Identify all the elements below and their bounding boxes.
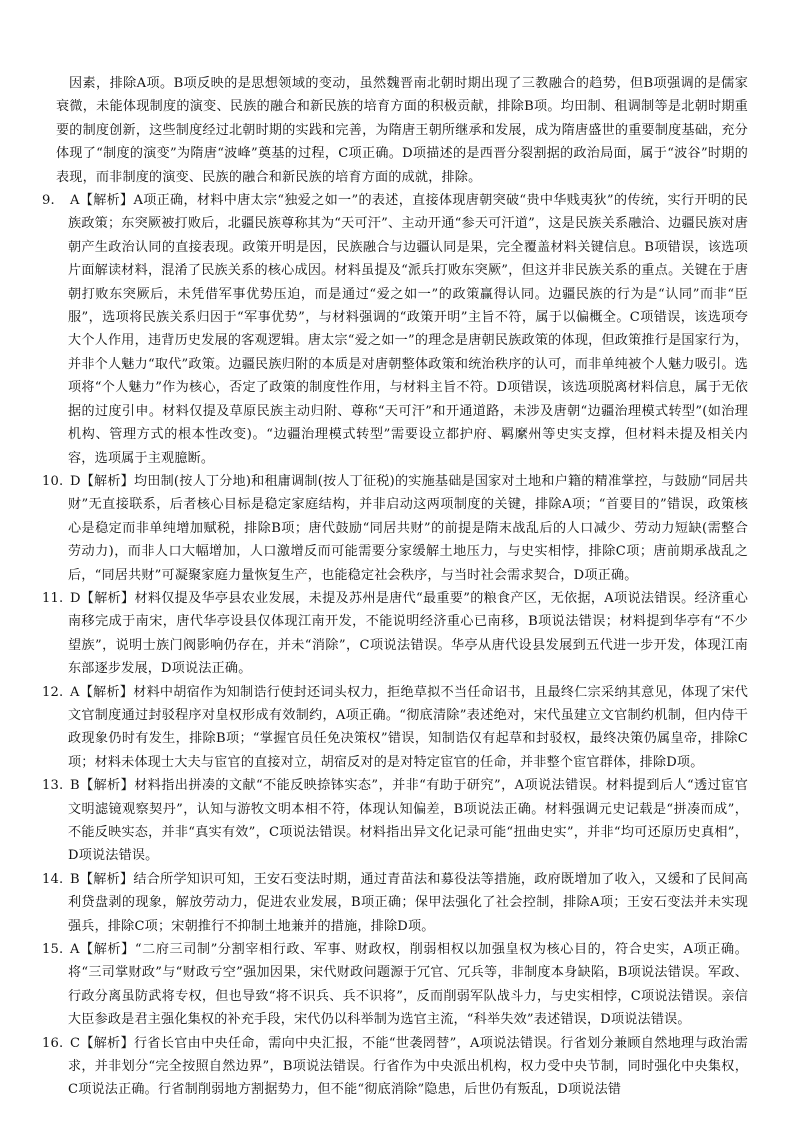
explanation-list xyxy=(42,189,749,1102)
question-number: 16. xyxy=(42,1035,64,1051)
answer-key: B【解析】 xyxy=(70,778,135,794)
explanation-text: “二府三司制”分割宰相行政、军事、财政权，削弱相权以加强皇权为核心目的，符合史实，A项正确。将“三司掌财政”与“财政亏空”强加因果，宋代财政问题源于冗官、冗兵等，非制度本身缺陷，B项说法错误。军政、行政分离虽防武将专权，但也导致“将不识兵、兵不识将”，反而削弱军队战斗力，与史实相悖，C项说法错误。亲信大臣参政是君主强化集权的补充手段，宋代仍以科举制为选官主流，“科举失效”表述错误，D项说法错误。 xyxy=(68,942,748,1028)
explanation-item xyxy=(42,938,748,1032)
explanation-item xyxy=(42,1032,748,1102)
explanation-item xyxy=(42,774,748,868)
answer-key: A【解析】 xyxy=(70,684,134,700)
lead-paragraph: 因素，排除A项。B项反映的是思想领域的变动，虽然魏晋南北朝时期出现了三教融合的趋势，但B项强调的是儒家衰微，未能体现制度的演变、民族的融合和新民族的培育方面的积极贡献，排除B项。均田制、租调制等是北朝时期重要的制度创新，这些制度经过北朝时期的实践和完善，为隋唐王朝所继承和发展，成为隋唐盛世的重要制度基础，充分体现了“制度的演变”为隋唐“波峰”奠基的过程，C项正确。D项描述的是西晋分裂割据的政治局面，属于“波谷”时期的表现，而非制度的演变、民族的融合和新民族的培育方面的成就，排除。 xyxy=(56,76,748,185)
answer-key: D【解析】 xyxy=(70,473,134,489)
explanation-text: 均田制(按人丁分地)和租庸调制(按人丁征税)的实施基础是国家对土地和户籍的精准掌控，与鼓励“同居共财”无直接联系，后者核心目标是稳定家庭结构，并非启动这两项制度的关键，排除A项；“首要目的”错误，政策核心是稳定而非单纯增加赋税，排除B项；唐代鼓励“同居共财”的前提是隋末战乱后的人口减少、劳动力短缺(需整合劳动力)，而非人口大幅增加，人口激增反而可能需要分家缓解土地压力，与史实相悖，排除C项；唐前期承战乱之后，“同居共财”可凝聚家庭力量恢复生产，也能稳定社会秩序，与当时社会需求契合，D项正确。 xyxy=(68,473,748,583)
explanation-item xyxy=(42,681,748,775)
explanation-text: 行省长官由中央任命，需向中央汇报，不能“世袭罔替”，A项说法错误。行省划分兼顾自然地理与政治需求，并非划分“完全按照自然边界”，B项说法错误。行省作为中央派出机构，权力受中央节制，同时强化中央集权，C项说法正确。行省制削弱地方割据势力，但不能“彻底消除”隐患，后世仍有叛乱，D项说法错 xyxy=(68,1035,748,1098)
explanation-item xyxy=(42,587,748,681)
explanation-text: A项正确，材料中唐太宗“独爱之如一”的表述，直接体现唐朝突破“贵中华贱夷狄”的传统，实行开明的民族政策；东突厥被打败后，北疆民族尊称其为“天可汗”、主动开通“参天可汗道”，这是民族关系融洽、边疆民族对唐朝产生政治认同的直接表现。政策开明是因，民族融合与边疆认同是果，完全覆盖材料关键信息。B项错误，该选项片面解读材料，混淆了民族关系的核心成因。材料虽提及“派兵打败东突厥”，但这并非民族关系的重点。关键在于唐朝打败东突厥后，未凭借军事优势压迫，而是通过“爱之如一”的政策赢得认同。边疆民族的行为是“认同”而非“臣服”，选项将民族关系归因于“军事优势”，与材料强调的“政策开明”主旨不符，属于以偏概全。C项错误，该选项夸大个人作用，违背历史发展的客观逻辑。唐太宗“爱之如一”的理念是唐朝民族政策的体现，但政策推行是国家行为，并非个人魅力“取代”政策。边疆民族归附的本质是对唐朝整体政策和统治秩序的认可，而非单纯被个人魅力吸引。选项将“个人魅力”作为核心，否定了政策的制度性作用，与材料主旨不符。D项错误，该选项脱离材料信息，属于无依据的过度引申。材料仅提及草原民族主动归附、尊称“天可汗”和开通道路，未涉及唐朝“边疆治理模式转型”(如治理机构、管理方式的根本性改变)。“边疆治理模式转型”需要设立都护府、羁縻州等史实支撑，但材料未提及相关内容，选项属于主观臆断。 xyxy=(68,193,748,466)
answer-key: B【解析】 xyxy=(70,871,134,887)
question-number: 15. xyxy=(42,942,64,958)
explanation-item xyxy=(42,189,748,470)
question-number: 13. xyxy=(42,778,64,794)
answer-key: A【解析】 xyxy=(70,942,135,958)
answer-key: C【解析】 xyxy=(70,1035,135,1051)
explanation-text: 材料仅提及华亭县农业发展，未提及苏州是唐代“最重要”的粮食产区，无依据，A项说法错误。经济重心南移完成于南宋，唐代华亭设县仅体现江南开发，不能说明经济重心已南移，B项说法错误；材料提到华亭有“不少望族”，说明士族门阀影响仍存在，并未“消除”，C项说法错误。华亭从唐代设县发展到五代进一步开发，体现江南东部逐步发展，D项说法正确。 xyxy=(68,590,748,677)
question-number: 14. xyxy=(42,871,64,887)
answer-explanations xyxy=(42,72,749,1102)
explanation-item xyxy=(42,470,748,587)
explanation-item xyxy=(42,868,749,938)
explanation-text: 材料中胡宿作为知制诰行使封还词头权力，拒绝草拟不当任命诏书，且最终仁宗采纳其意见，体现了宋代文官制度通过封驳程序对皇权形成有效制约，A项正确。“彻底清除”表述绝对，宋代虽建立文官制约机制，但内侍干政现象仍时有发生，排除B项；“掌握官员任免决策权”错误，知制诰仅有起草和封驳权，最终决策仍属皇帝，排除C项；材料未体现士大夫与宦官的直接对立，胡宿反对的是对特定宦官的任命，并非整个宦官群体，排除D项。 xyxy=(68,684,748,770)
question-number: 9. xyxy=(42,193,55,209)
explanation-text: 结合所学知识可知，王安石变法时期，通过青苗法和募役法等措施，政府既增加了收入，又缓和了民间高利贷盘剥的现象，解放劳动力，促进农业发展，B项正确；保甲法强化了社会控制，排除A项；王安石变法并未实现强兵，排除C项；宋朝推行不抑制土地兼并的措施，排除D项。 xyxy=(68,871,749,934)
answer-key: A【解析】 xyxy=(70,193,134,209)
question-number: 11. xyxy=(42,590,64,606)
explanation-text: 材料指出拼凑的文献“不能反映捺钵实态”，并非“有助于研究”，A项说法错误。材料提到后人“透过宦官文明滤镜观察契丹”，认知与游牧文明本相不符，体现认知偏差，B项说法正确。材料强调元史记载是“拼凑而成”，不能反映实态，并非“真实有效”，C项说法错误。材料指出异文化记录可能“扭曲史实”，并非“均可还原历史真相”，D项说法错误。 xyxy=(68,778,748,864)
question-number: 12. xyxy=(42,684,64,700)
answer-key: D【解析】 xyxy=(70,590,135,606)
question-number: 10. xyxy=(42,473,64,489)
